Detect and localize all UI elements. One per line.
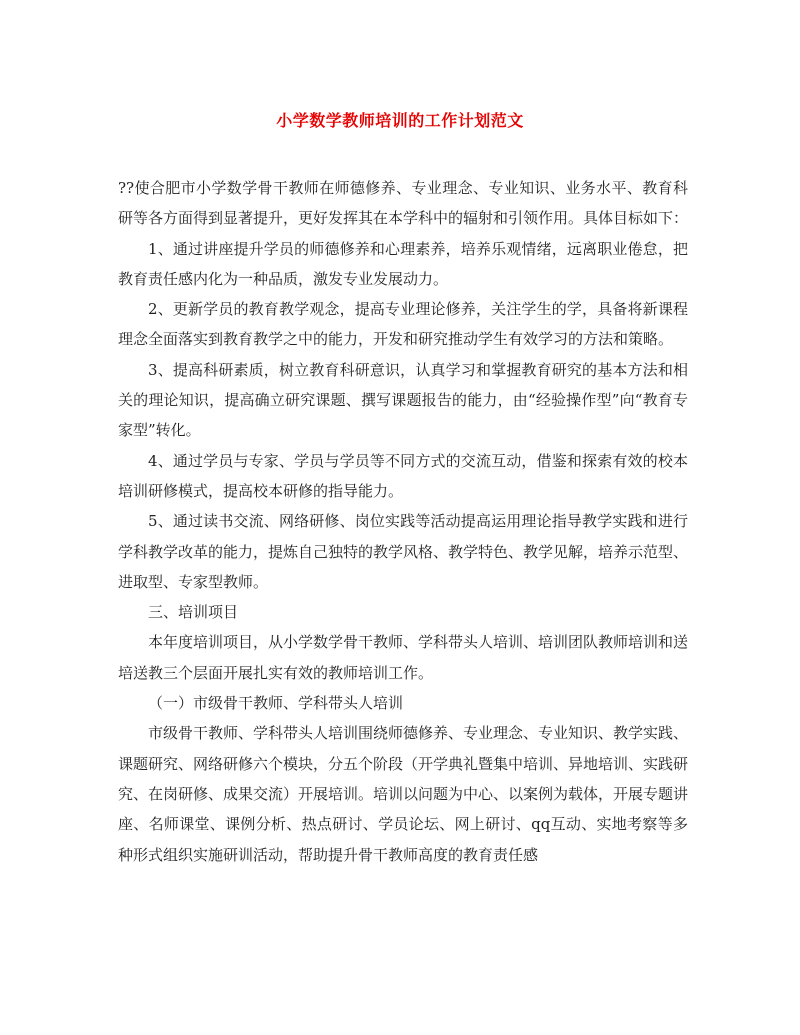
goal-paragraph-4: 4、通过学员与专家、学员与学员等不同方式的交流互动，借鉴和探索有效的校本培训研修模式，提高校本研修的指导能力。 [118,451,688,500]
goal-paragraph-2: 2、更新学员的教育教学观念，提高专业理论修养，关注学生的学，具备将新课程理念全面落实到教育教学之中的能力，开发和研究推动学生有效学习的方法和策略。 [118,300,688,349]
subsection-heading-backbone-teachers: （一）市级骨干教师、学科带头人培训 [148,694,404,713]
backbone-teachers-paragraph: 市级骨干教师、学科带头人培训围绕师德修养、专业理念、专业知识、教学实践、课题研究、网络研修六个模块，分五个阶段（开学典礼暨集中培训、异地培训、实践研究、在岗研修、成果交流）开展培训。培训以问题为中心、以案例为载体，开展专题讲座、名师课堂、课例分析、热点研讨、学员论坛、网上研讨、qq互动、实地考察等多种形式组织实施研训活动，帮助提升骨干教师高度的教育责任感 [118,724,689,864]
goal-paragraph-1: 1、通过讲座提升学员的师德修养和心理素养，培养乐观情绪，远离职业倦怠，把教育责任感内化为一种品质，激发专业发展动力。 [118,239,688,288]
document-body [118,173,688,870]
goal-paragraph-3: 3、提高科研素质，树立教育科研意识，认真学习和掌握教育研究的基本方法和相关的理论知识，提高确立研究课题、撰写课题报告的能力，由“经验操作型”向“教育专家型”转化。 [118,360,688,440]
intro-paragraph: ??使合肥市小学数学骨干教师在师德修养、专业理念、专业知识、业务水平、教育科研等各方面得到显著提升，更好发挥其在本学科中的辐射和引领作用。具体目标如下： [118,179,689,228]
section-heading-training-projects: 三、培训项目 [148,603,239,622]
document-title: 小学数学教师培训的工作计划范文 [276,111,524,130]
goal-paragraph-5: 5、通过读书交流、网络研修、岗位实践等活动提高运用理论指导教学实践和进行学科教学改革的能力，提炼自己独特的教学风格、教学特色、教学见解，培养示范型、进取型、专家型教师。 [118,512,689,591]
training-projects-paragraph: 本年度培训项目，从小学数学骨干教师、学科带头人培训、培训团队教师培训和送培送教三个层面开展扎实有效的教师培训工作。 [118,633,689,682]
